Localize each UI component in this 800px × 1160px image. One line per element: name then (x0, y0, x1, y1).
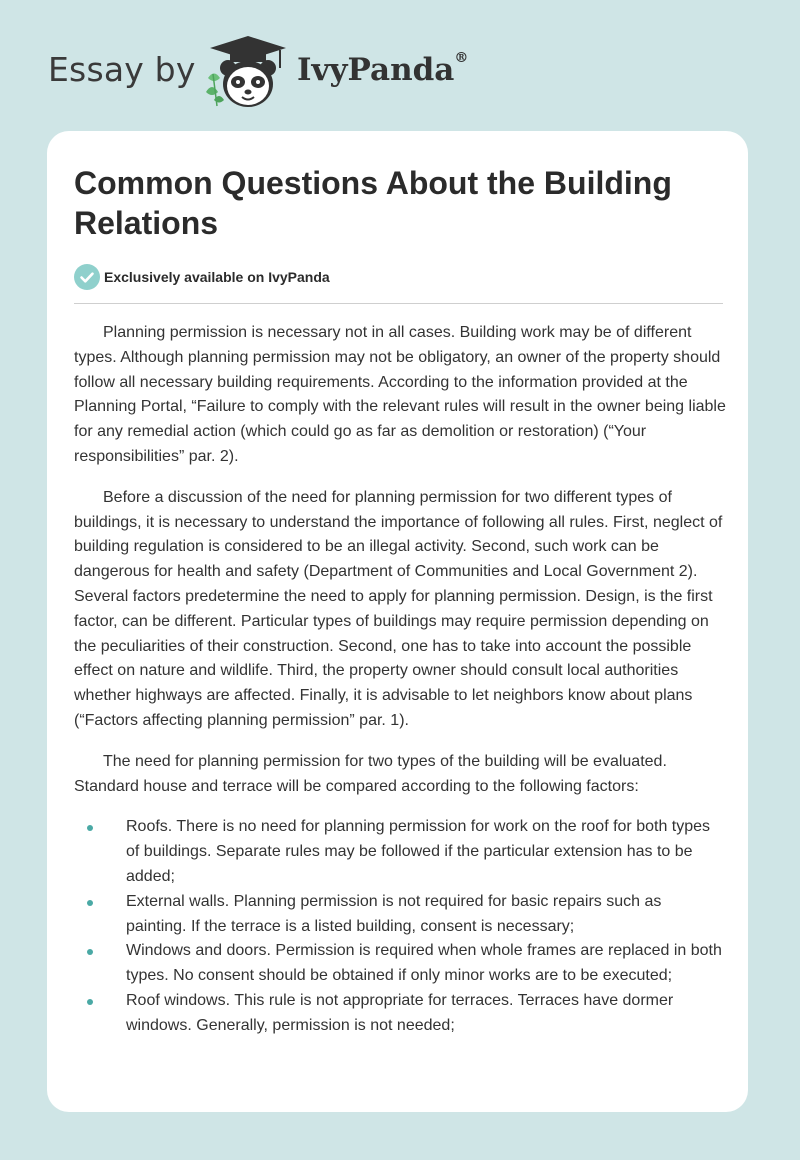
badge-label: Exclusively available on IvyPanda (104, 269, 330, 285)
divider (74, 303, 723, 304)
essay-body (74, 321, 726, 1039)
list-item (74, 989, 726, 1039)
brand-text: IvyPanda (297, 52, 455, 88)
panda-graduate-icon[interactable] (200, 34, 296, 110)
check-circle-icon (74, 264, 100, 290)
bullet-icon (87, 949, 93, 955)
registered-mark: ® (454, 50, 469, 66)
brand-name[interactable] (297, 52, 468, 88)
exclusive-badge (74, 264, 330, 290)
bullet-icon (87, 999, 93, 1005)
bullet-icon (87, 900, 93, 906)
list-item-text: Roof windows. This rule is not appropriate for terraces. Terraces have dormer windows. Generally, permission is not needed; (126, 991, 674, 1034)
bullet-icon (87, 825, 93, 831)
page-title: Common Questions About the Building Relations (74, 165, 672, 241)
list-item-text: Roofs. There is no need for planning permission for work on the roof for both types of buildings. Separate rules may be followed if the particular extension has to be added; (126, 818, 711, 885)
essay-card (47, 131, 748, 1112)
list-item-text: External walls. Planning permission is not required for basic repairs such as painting. If the terrace is a listed building, consent is necessary; (126, 892, 662, 935)
paragraph: Before a discussion of the need for planning permission for two different types of buildings, it is necessary to understand the importance of following all rules. First, neglect of building regulation is considered to be an illegal activity. Second, such work can be dangerous for health and safety (Department of Communities and Local Government 2). Several factors predetermine the need to apply for planning permission. Design, is the first factor, can be different. Particular types of buildings may require permission depending on the peculiarities of their construction. Second, one has to take into account the possible effect on nature and wildlife. Third, the property owner should consult local authorities whether highways are affected. Finally, it is advisable to let neighbors know about plans (“Factors affecting planning permission” par. 1). (74, 488, 723, 729)
list-item-text: Windows and doors. Permission is required when whole frames are replaced in both types. No consent should be obtained if only minor works are to be executed; (126, 942, 722, 985)
list-item (74, 939, 726, 989)
paragraph: The need for planning permission for two types of the building will be evaluated. Standard house and terrace will be compared according to the following factors: (74, 752, 667, 795)
list-item (74, 890, 726, 940)
factor-list (74, 815, 726, 1038)
list-item (74, 815, 726, 889)
paragraph: Planning permission is necessary not in all cases. Building work may be of different types. Although planning permission may not be obligatory, an owner of the property should follow all necessary building requirements. According to the information provided at the Planning Portal, “Failure to comply with the relevant rules will result in the owner being liable for any remedial action (which could go as far as demolition or restoration) (“Your responsibilities” par. 2). (74, 324, 726, 465)
essay-by-label: Essay by (48, 50, 196, 89)
site-header (0, 0, 800, 130)
